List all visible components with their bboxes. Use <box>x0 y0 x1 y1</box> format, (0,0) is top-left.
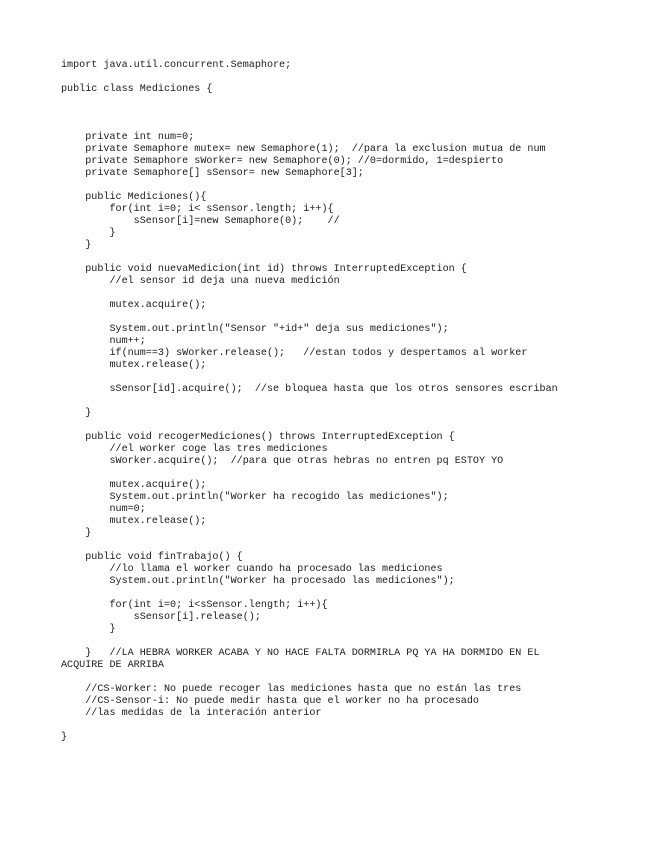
code-line <box>61 372 641 384</box>
code-line: System.out.println("Sensor "+id+" deja sus mediciones"); <box>61 324 449 335</box>
code-line: num=0; <box>61 504 146 515</box>
code-line <box>61 588 641 600</box>
code-line: public class Mediciones { <box>61 84 213 95</box>
code-line: ACQUIRE DE ARRIBA <box>61 660 164 671</box>
code-line <box>61 396 641 408</box>
code-line <box>61 96 641 108</box>
code-line: sSensor[i].release(); <box>61 612 261 623</box>
code-line <box>61 420 641 432</box>
code-line <box>61 288 641 300</box>
code-line: for(int i=0; i< sSensor.length; i++){ <box>61 204 334 215</box>
code-line: //lo llama el worker cuando ha procesado las mediciones <box>61 564 443 575</box>
code-line: public void recogerMediciones() throws InterruptedException { <box>61 432 455 443</box>
code-line: mutex.release(); <box>61 360 207 371</box>
code-line <box>61 636 641 648</box>
code-line: private Semaphore sWorker= new Semaphore(0); //0=dormido, 1=despierto <box>61 156 504 167</box>
code-line: } <box>61 732 68 743</box>
code-line: //el sensor id deja una nueva medición <box>61 276 340 287</box>
code-line <box>61 312 641 324</box>
code-line: System.out.println("Worker ha recogido las mediciones"); <box>61 492 449 503</box>
code-line: private int num=0; <box>61 132 195 143</box>
code-line <box>61 120 641 132</box>
code-line: sSensor[id].acquire(); //se bloquea hasta que los otros sensores escriban <box>61 384 558 395</box>
code-line: private Semaphore[] sSensor= new Semaphore[3]; <box>61 168 364 179</box>
code-line <box>61 720 641 732</box>
code-line <box>61 672 641 684</box>
code-line: mutex.acquire(); <box>61 480 207 491</box>
code-line: mutex.release(); <box>61 516 207 527</box>
code-line: for(int i=0; i<sSensor.length; i++){ <box>61 600 328 611</box>
code-line: if(num==3) sWorker.release(); //estan todos y despertamos al worker <box>61 348 528 359</box>
code-line: } <box>61 228 116 239</box>
code-line: } <box>61 528 92 539</box>
code-line: //el worker coge las tres mediciones <box>61 444 328 455</box>
code-line: public Mediciones(){ <box>61 192 207 203</box>
code-line <box>61 108 641 120</box>
code-line: import java.util.concurrent.Semaphore; <box>61 60 292 71</box>
code-line <box>61 72 641 84</box>
code-line: //las medidas de la interación anterior <box>61 708 322 719</box>
code-line: private Semaphore mutex= new Semaphore(1); //para la exclusion mutua de num <box>61 144 546 155</box>
code-line: mutex.acquire(); <box>61 300 207 311</box>
code-line: } //LA HEBRA WORKER ACABA Y NO HACE FALTA DORMIRLA PQ YA HA DORMIDO EN EL <box>61 648 540 659</box>
code-line <box>61 252 641 264</box>
code-line: //CS-Worker: No puede recoger las mediciones hasta que no están las tres <box>61 684 522 695</box>
code-line: //CS-Sensor-i: No puede medir hasta que el worker no ha procesado <box>61 696 479 707</box>
code-line: } <box>61 624 116 635</box>
code-line <box>61 468 641 480</box>
code-line: sSensor[i]=new Semaphore(0); // <box>61 216 340 227</box>
code-line: num++; <box>61 336 146 347</box>
code-line: public void finTrabajo() { <box>61 552 243 563</box>
code-line: public void nuevaMedicion(int id) throws InterruptedException { <box>61 264 467 275</box>
code-line: System.out.println("Worker ha procesado las mediciones"); <box>61 576 455 587</box>
code-line: } <box>61 408 92 419</box>
code-line: } <box>61 240 92 251</box>
code-line: sWorker.acquire(); //para que otras hebras no entren pq ESTOY YO <box>61 456 504 467</box>
code-line <box>61 540 641 552</box>
code-line <box>61 180 641 192</box>
code-document <box>61 60 641 744</box>
